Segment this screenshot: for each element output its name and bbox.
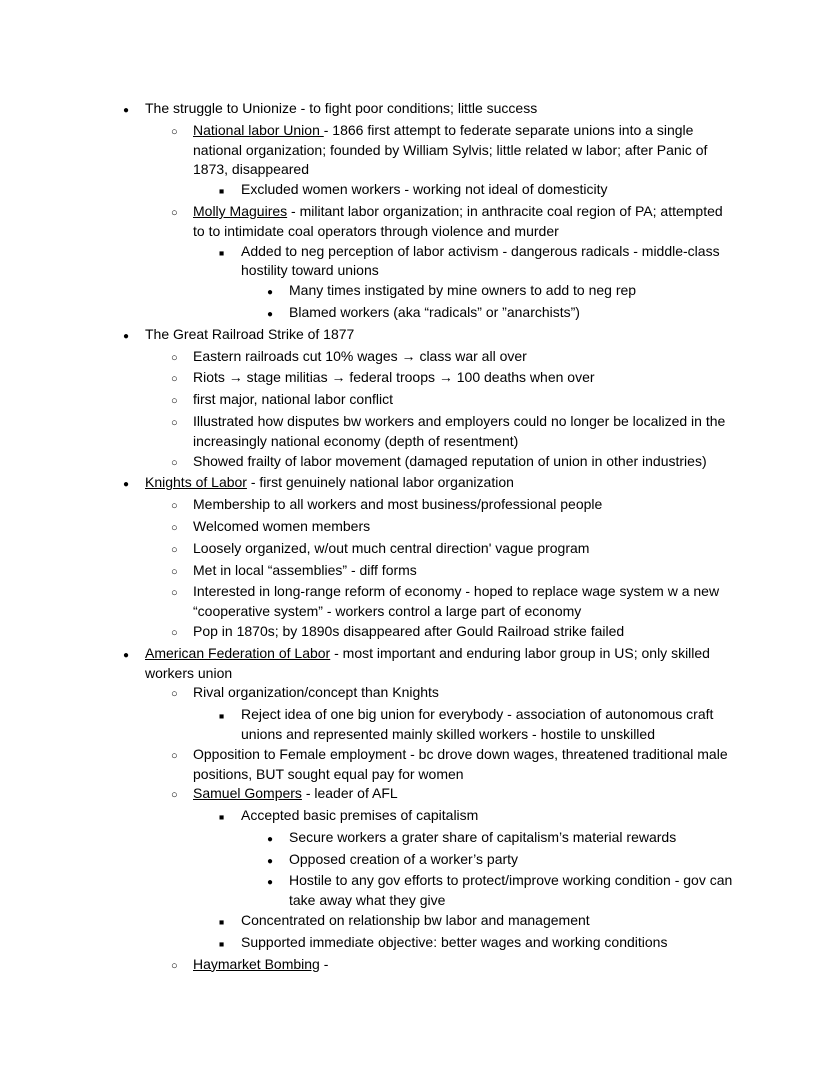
list-item	[114, 99, 738, 121]
bullet-disc-icon: ●	[123, 330, 130, 342]
text-run: - militant labor organization; in anthracite coal region of PA; attempted to to intimidate coal operators through violence and murder	[193, 202, 723, 239]
list-item-text	[241, 180, 738, 200]
list-item-text	[145, 99, 738, 119]
list-item	[162, 202, 738, 242]
text-run: Membership to all workers and most business/professional people	[193, 496, 603, 513]
text-run: Many times instigated by mine owners to add to neg rep	[289, 282, 637, 299]
list-item-text	[193, 955, 738, 975]
list-item	[162, 347, 738, 369]
list-item	[162, 390, 738, 412]
text-run: Opposed creation of a worker’s party	[289, 850, 519, 867]
bullet-circle-icon: ○	[171, 789, 178, 802]
bullet-disc-icon: ●	[267, 877, 274, 889]
bullet-circle-icon: ○	[171, 565, 178, 578]
list-item-text	[289, 871, 738, 911]
text-run: Met in local “assemblies” - diff forms	[193, 561, 417, 578]
list-item-text	[241, 242, 738, 282]
list-item	[210, 242, 738, 282]
list-item	[162, 495, 738, 517]
list-item	[210, 180, 738, 202]
bullet-disc-icon: ●	[267, 855, 274, 867]
list-item-text	[193, 452, 738, 472]
bullet-square-icon: ■	[219, 247, 225, 258]
text-run: Excluded women workers - working not ideal of domesticity	[241, 181, 608, 198]
bullet-disc-icon: ●	[123, 105, 130, 116]
text-run: - first genuinely national labor organization	[246, 474, 514, 491]
bullet-disc-icon: ●	[267, 833, 274, 845]
bullet-circle-icon: ○	[171, 206, 178, 219]
bullet-disc-icon: ●	[123, 649, 130, 661]
list-item-text	[193, 539, 738, 559]
list-item	[114, 473, 738, 495]
list-item	[114, 325, 738, 347]
bullet-circle-icon: ○	[171, 416, 178, 429]
list-item-text	[193, 368, 738, 388]
bullet-circle-icon: ○	[171, 351, 178, 364]
list-item-text	[145, 473, 738, 493]
list-item-text	[193, 622, 738, 642]
list-item	[210, 806, 738, 828]
list-item	[114, 644, 738, 684]
list-item-text	[193, 202, 738, 242]
bullet-circle-icon: ○	[171, 125, 178, 138]
list-item	[210, 705, 738, 745]
list-item	[162, 745, 738, 785]
text-run: Supported immediate objective: better wages and working conditions	[241, 933, 668, 950]
list-item-text	[193, 517, 738, 537]
list-item	[210, 911, 738, 933]
list-item-text	[193, 683, 738, 703]
bullet-circle-icon: ○	[171, 688, 178, 701]
bullet-disc-icon: ●	[267, 308, 274, 320]
underlined-term: Knights of Labor	[145, 474, 247, 491]
list-item	[162, 582, 738, 622]
list-item	[258, 281, 738, 303]
text-run: The Great Railroad Strike of 1877	[145, 325, 355, 342]
underlined-term: American Federation of Labor	[145, 644, 331, 661]
text-run: Loosely organized, w/out much central direction' vague program	[193, 539, 590, 556]
list-item-text	[145, 644, 738, 684]
list-item-text	[145, 325, 738, 345]
underlined-term: National labor Union	[193, 121, 324, 138]
list-item	[162, 412, 738, 452]
list-item	[258, 850, 738, 872]
list-item-text	[241, 933, 738, 953]
list-item-text	[241, 911, 738, 931]
list-item	[162, 683, 738, 705]
text-run: Concentrated on relationship bw labor and management	[241, 912, 590, 929]
list-item-text	[193, 582, 738, 622]
list-item	[162, 517, 738, 539]
list-item	[162, 121, 738, 180]
list-item	[162, 539, 738, 561]
text-run: Pop in 1870s; by 1890s disappeared after Gould Railroad strike failed	[193, 622, 625, 639]
bullet-circle-icon: ○	[171, 521, 178, 534]
list-item	[162, 561, 738, 583]
list-item-text	[193, 412, 738, 452]
list-item-text	[193, 745, 738, 785]
bullet-circle-icon: ○	[171, 373, 178, 386]
bullet-square-icon: ■	[219, 711, 225, 722]
text-run: The struggle to Unionize - to fight poor conditions; little success	[145, 100, 538, 116]
list-item-text	[193, 121, 738, 180]
underlined-term: Samuel Gompers	[193, 785, 302, 802]
list-item-text	[193, 561, 738, 581]
list-item	[162, 368, 738, 390]
list-item-text	[241, 705, 738, 745]
text-run: Interested in long-range reform of economy - hoped to replace wage system w a new “cooperative system” - workers control a large part of economy	[193, 583, 720, 620]
list-item	[162, 622, 738, 644]
text-run: Riots → stage militias → federal troops → 100 deaths when over	[193, 369, 595, 386]
bullet-circle-icon: ○	[171, 959, 178, 972]
bullet-disc-icon: ●	[123, 479, 130, 491]
bullet-circle-icon: ○	[171, 587, 178, 600]
text-run: Blamed workers (aka “radicals” or ”anarchists”)	[289, 303, 580, 320]
bullet-square-icon: ■	[219, 186, 225, 197]
text-run: - most important and enduring labor group in US; only skilled workers union	[145, 644, 710, 681]
bullet-circle-icon: ○	[171, 395, 178, 408]
list-item-text	[241, 806, 738, 826]
list-item-text	[289, 850, 738, 870]
list-item	[258, 871, 738, 911]
text-run: Hostile to any gov efforts to protect/improve working condition - gov can take away what they give	[289, 872, 733, 909]
underlined-term: Haymarket Bombing	[193, 955, 320, 972]
list-item-text	[289, 828, 738, 848]
bullet-circle-icon: ○	[171, 500, 178, 513]
text-run: Reject idea of one big union for everybody - association of autonomous craft unions and represented mainly skilled workers - hostile to unskilled	[241, 706, 714, 742]
text-run: Added to neg perception of labor activism - dangerous radicals - middle-class hostility toward unions	[241, 242, 720, 279]
list-item	[210, 933, 738, 955]
bullet-circle-icon: ○	[171, 456, 178, 469]
bullet-disc-icon: ●	[267, 287, 274, 299]
text-run: Showed frailty of labor movement (damaged reputation of union in other industries)	[193, 452, 707, 469]
list-item-text	[289, 303, 738, 323]
text-run: Accepted basic premises of capitalism	[241, 807, 479, 824]
list-item-text	[193, 784, 738, 804]
list-item	[258, 828, 738, 850]
text-run: first major, national labor conflict	[193, 391, 393, 408]
list-item	[162, 784, 738, 806]
bullet-circle-icon: ○	[171, 749, 178, 762]
bullet-circle-icon: ○	[171, 626, 178, 639]
list-item-text	[193, 495, 738, 515]
text-run: Illustrated how disputes bw workers and employers could no longer be localized in the increasingly national economy (depth of resentment)	[193, 412, 726, 449]
list-item	[258, 303, 738, 325]
underlined-term: Molly Maguires	[193, 202, 288, 219]
list-item	[162, 955, 738, 977]
text-run: Rival organization/concept than Knights	[193, 684, 439, 701]
text-run: Secure workers a grater share of capitalism’s material rewards	[289, 828, 677, 845]
text-run: Welcomed women members	[193, 517, 371, 534]
text-run: Opposition to Female employment - bc drove down wages, threatened traditional male positions, BUT sought equal pay for women	[193, 745, 728, 782]
bullet-circle-icon: ○	[171, 543, 178, 556]
list-item	[162, 452, 738, 474]
bullet-square-icon: ■	[219, 812, 225, 823]
list-item-text	[193, 347, 738, 367]
bullet-square-icon: ■	[219, 938, 225, 949]
text-run: - leader of AFL	[301, 785, 398, 802]
bullet-square-icon: ■	[219, 917, 225, 928]
text-run: Eastern railroads cut 10% wages → class war all over	[193, 347, 527, 364]
text-run: - 1866 first attempt to federate separate unions into a single national organization; founded by William Sylvis; little related w labor; after Panic of 1873, disappeared	[193, 121, 708, 178]
list-item-text	[289, 281, 738, 301]
list-item-text	[193, 390, 738, 410]
text-run: -	[319, 955, 329, 972]
